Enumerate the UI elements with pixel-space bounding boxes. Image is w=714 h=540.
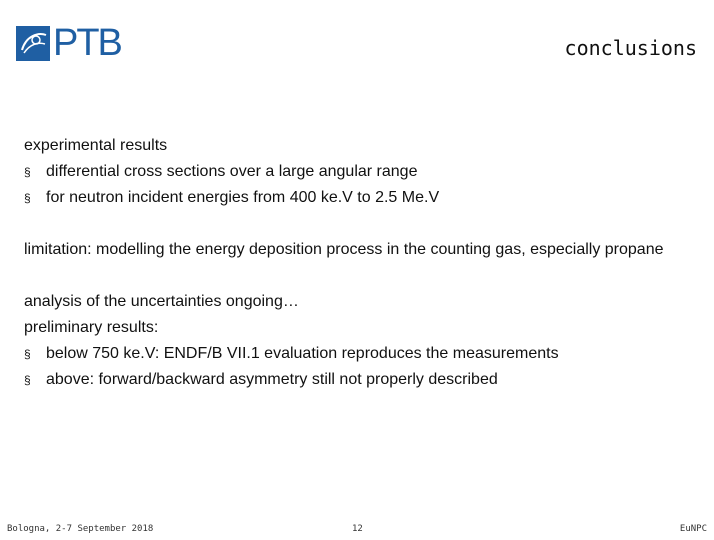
slide-content xyxy=(24,133,694,393)
bullet-marker: § xyxy=(24,347,31,361)
analysis-text: analysis of the uncertainties ongoing… xyxy=(24,293,299,310)
bullet-text: below 750 ke.V: ENDF/B VII.1 evaluation reproduces the measurements xyxy=(46,345,559,362)
preliminary-results-text: preliminary results: xyxy=(24,319,159,336)
bullet-marker: § xyxy=(24,165,31,179)
page-number: 12 xyxy=(352,524,363,534)
bullet-marker: § xyxy=(24,191,31,205)
bullet-text: above: forward/backward asymmetry still not properly described xyxy=(46,371,498,388)
ptb-emblem-icon xyxy=(16,26,50,61)
bullet-text: for neutron incident energies from 400 ke.V to 2.5 Me.V xyxy=(46,189,440,206)
footer-date: Bologna, 2-7 September 2018 xyxy=(7,524,154,534)
list-item xyxy=(24,159,694,185)
bullet-text: differential cross sections over a large angular range xyxy=(46,163,418,180)
page-title: conclusions xyxy=(564,36,697,60)
list-item xyxy=(24,341,694,367)
footer-conference: EuNPC xyxy=(679,524,707,534)
logo-text: PTB xyxy=(53,22,121,64)
bullet-marker: § xyxy=(24,373,31,387)
list-item xyxy=(24,367,694,393)
section-heading: experimental results xyxy=(24,137,168,154)
limitation-text: limitation: modelling the energy deposition process in the counting gas, especially propane xyxy=(24,241,664,258)
list-item xyxy=(24,185,694,211)
ptb-logo xyxy=(16,22,121,64)
